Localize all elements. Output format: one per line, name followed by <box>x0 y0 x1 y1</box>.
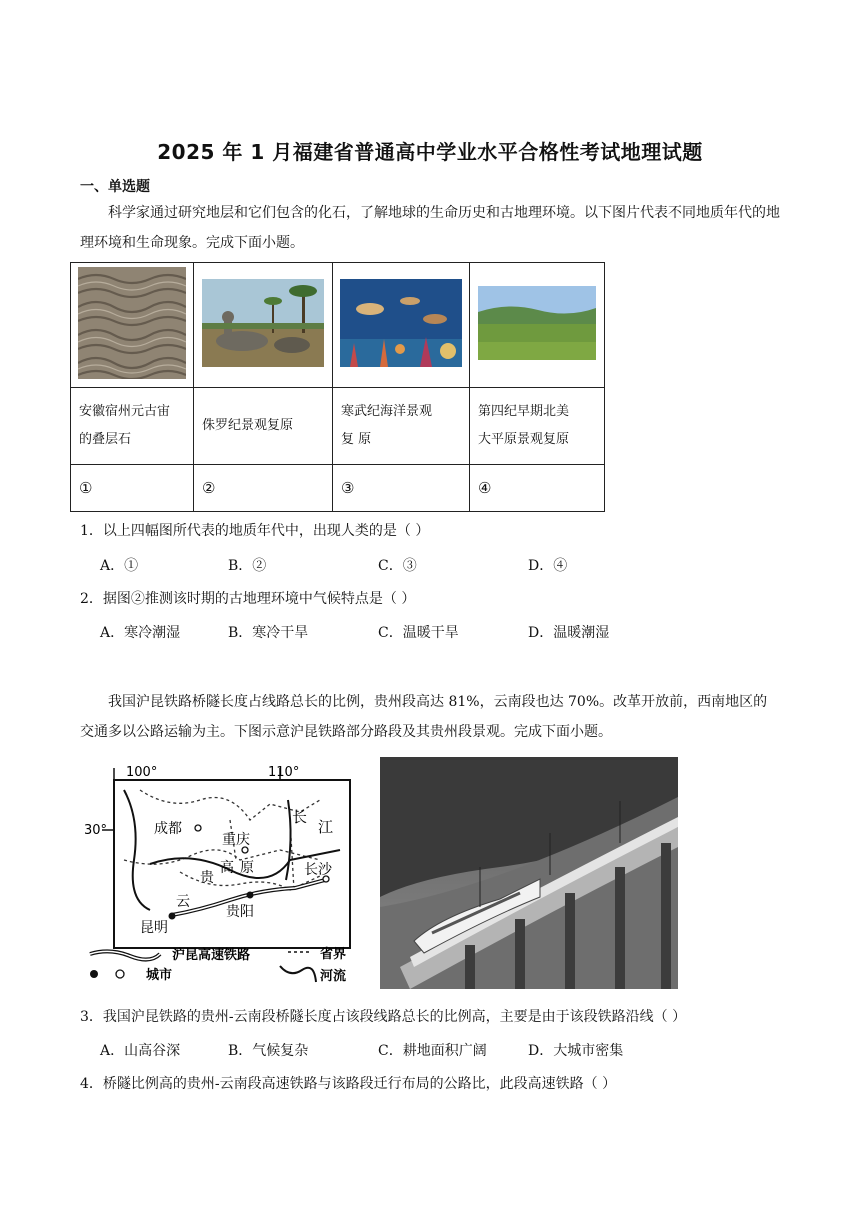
option-d[interactable]: D．大城市密集 <box>528 1043 624 1059</box>
table-caption-3: 寒武纪海洋景观 复 原 <box>333 388 470 465</box>
table-cell-image-3 <box>333 263 470 388</box>
railway-map <box>80 760 362 992</box>
table-number-1: ① <box>71 465 194 512</box>
longitude-label-100: 100° <box>126 765 158 780</box>
intro-paragraph-1: 科学家通过研究地层和它们包含的化石，了解地球的生命历史和古地理环境。以下图片代表不同地质年代的地理环境和生命现象。完成下面小题。 <box>80 205 780 251</box>
plateau-label-gui: 贵 <box>200 870 214 886</box>
plateau-label-yuan: 原 <box>240 860 254 876</box>
legend-river-label: 河流 <box>320 969 347 984</box>
legend-border-label: 省界 <box>320 947 347 962</box>
page-title: 2025 年 1 月福建省普通高中学业水平合格性考试地理试题 <box>157 140 703 164</box>
jurassic-scene-image <box>202 279 324 367</box>
table-number-2: ② <box>194 465 333 512</box>
option-c[interactable]: C．③ <box>378 558 417 574</box>
table-cell-image-4 <box>470 263 605 388</box>
high-speed-train-photo <box>380 757 678 989</box>
legend-city-label: 城市 <box>146 968 173 983</box>
city-label-changsha: 长沙 <box>304 862 332 878</box>
option-a[interactable]: A．寒冷潮湿 <box>100 625 181 641</box>
table-cell-image-1 <box>71 263 194 388</box>
city-label-chongqing: 重庆 <box>222 832 250 848</box>
stromatolite-image <box>78 267 186 379</box>
longitude-label-110: 110° <box>268 765 300 780</box>
plateau-label-gao: 高 <box>220 860 234 876</box>
question-2-stem: 2．据图②推测该时期的古地理环境中气候特点是（ ） <box>80 591 416 607</box>
city-label-kunming: 昆明 <box>140 920 168 936</box>
city-label-guiyang: 贵阳 <box>226 904 254 920</box>
table-caption-4: 第四纪早期北美 大平原景观复原 <box>470 388 605 465</box>
question-1-stem: 1．以上四幅图所代表的地质年代中，出现人类的是（ ） <box>80 523 430 539</box>
question-4-stem: 4．桥隧比例高的贵州-云南段高速铁路与该路段迁行布局的公路比，此段高速铁路（ ） <box>80 1076 617 1092</box>
option-a[interactable]: A．山高谷深 <box>100 1043 181 1059</box>
table-caption-1: 安徽宿州元古宙 的叠层石 <box>71 388 194 465</box>
legend-railway-label: 沪昆高速铁路 <box>172 948 251 963</box>
option-d[interactable]: D．温暖潮湿 <box>528 625 610 641</box>
option-b[interactable]: B．寒冷干旱 <box>228 625 309 641</box>
table-number-3: ③ <box>333 465 470 512</box>
table-cell-image-2 <box>194 263 333 388</box>
cambrian-ocean-image <box>340 279 462 367</box>
option-a[interactable]: A．① <box>100 558 139 574</box>
question-3-stem: 3．我国沪昆铁路的贵州-云南段桥隧长度占该段线路总长的比例高，主要是由于该段铁路沿线（ ） <box>80 1009 687 1025</box>
city-label-chengdu: 成都 <box>154 821 182 837</box>
option-c[interactable]: C．耕地面积广阔 <box>378 1043 487 1059</box>
option-b[interactable]: B．气候复杂 <box>228 1043 309 1059</box>
river-label-jiang: 江 <box>318 818 334 836</box>
option-c[interactable]: C．温暖干旱 <box>378 625 459 641</box>
quaternary-prairie-image <box>478 286 596 360</box>
table-number-4: ④ <box>470 465 605 512</box>
plateau-label-yun: 云 <box>176 894 190 910</box>
option-b[interactable]: B．② <box>228 558 267 574</box>
latitude-label-30: 30° <box>84 823 108 838</box>
river-label-chang: 长 <box>292 808 308 826</box>
option-d[interactable]: D．④ <box>528 558 568 574</box>
table-caption-2: 侏罗纪景观复原 <box>194 388 333 465</box>
intro-paragraph-2: 我国沪昆铁路桥隧长度占线路总长的比例，贵州段高达 81%，云南段也达 70%。改革开放前，西南地区的交通多以公路运输为主。下图示意沪昆铁路部分路段及其贵州段景观。完成下面小题。 <box>80 694 768 740</box>
fossil-table <box>70 262 605 512</box>
section-heading: 一、单选题 <box>80 179 150 195</box>
